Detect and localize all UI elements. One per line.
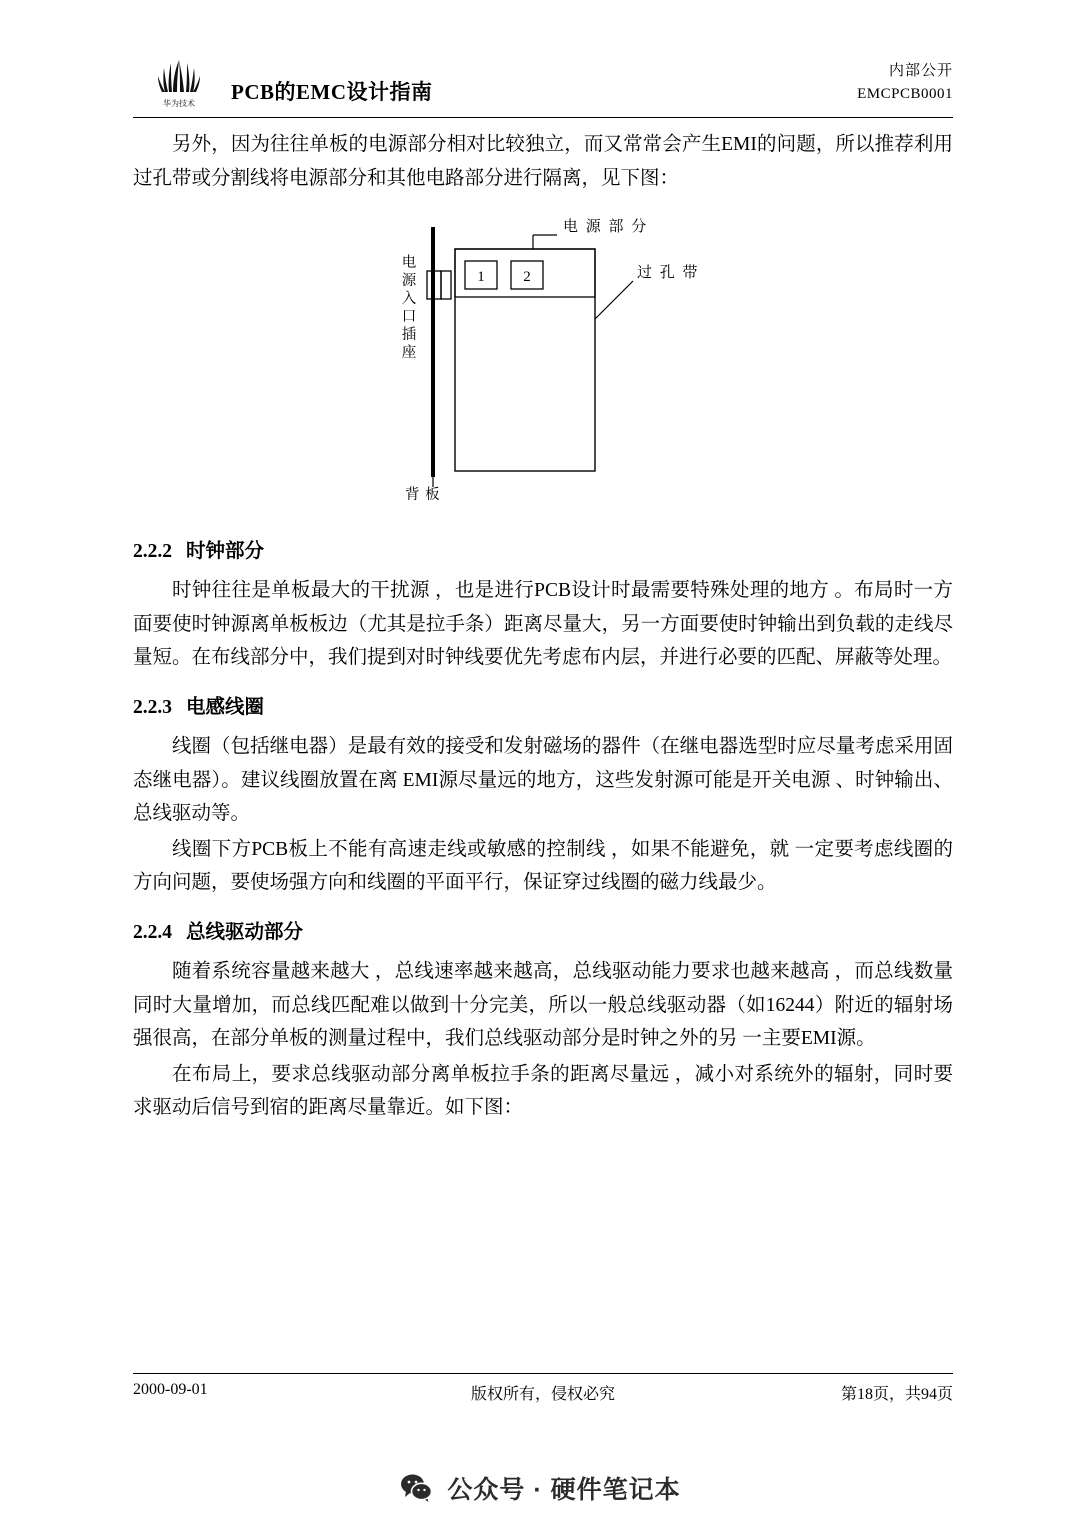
header-meta bbox=[857, 60, 953, 107]
svg-text:入: 入 bbox=[401, 291, 417, 308]
watermark-strip bbox=[0, 1448, 1080, 1528]
section-number-222: 2.2.2 bbox=[133, 541, 172, 563]
classification-label: 内部公开 bbox=[888, 63, 953, 79]
section-224-paragraph-1: 随着系统容量越来越大 ，总线速率越来越高，总线驱动能力要求也越来越高 ，而总线数量同时大量增加，而总线匹配难以做到十分完美，所以一般总线驱动器（如16244）附近的辐射场强很高，在部分单板的测量过程中，我们总线驱动部分是时钟之外的另 一主要EMI源。 bbox=[133, 961, 953, 1050]
wechat-official-account-icon bbox=[399, 1471, 433, 1505]
svg-text:背 板: 背 板 bbox=[405, 487, 441, 504]
section-223-paragraph-2: 线圈下方PCB板上不能有高速走线或敏感的控制线 ，如果不能避免，就 一定要考虑线圈的方向问题，要使场强方向和线圈的平面平行，保证穿过线圈的磁力线最少。 bbox=[133, 838, 953, 894]
section-number-223: 2.2.3 bbox=[133, 696, 172, 718]
section-title-223: 电感线圈 bbox=[186, 696, 265, 718]
svg-text:过 孔 带: 过 孔 带 bbox=[637, 265, 700, 282]
section-heading-223 bbox=[133, 693, 953, 722]
footer-pagination: 第18页，共94页 bbox=[840, 1386, 953, 1403]
section-heading-222 bbox=[133, 537, 953, 566]
svg-text:座: 座 bbox=[401, 345, 417, 362]
document-body bbox=[133, 128, 953, 1127]
footer-copyright: 版权所有，侵权必究 bbox=[470, 1386, 615, 1403]
svg-text:电: 电 bbox=[401, 255, 417, 272]
section-heading-224 bbox=[133, 918, 953, 947]
header-divider bbox=[133, 117, 953, 118]
svg-text:插: 插 bbox=[401, 327, 417, 344]
watermark-text: 公众号 · 硬件笔记本 bbox=[447, 1476, 681, 1504]
intro-paragraph: 另外，因为往往单板的电源部分相对比较独立，而又常常会产生EMI的问题，所以推荐利用过孔带或分割线将电源部分和其他电路部分进行隔离，见下图： bbox=[133, 134, 953, 189]
section-title-224: 总线驱动部分 bbox=[186, 921, 304, 943]
document-title: PCB的EMC设计指南 bbox=[231, 80, 433, 104]
svg-text:2: 2 bbox=[523, 269, 531, 286]
footer-divider bbox=[133, 1373, 953, 1374]
fan-burst-logo-icon bbox=[151, 56, 207, 112]
figure-power-isolation-svg bbox=[133, 209, 953, 519]
svg-text:华为技术: 华为技术 bbox=[163, 99, 195, 108]
section-title-222: 时钟部分 bbox=[186, 541, 265, 563]
svg-text:电 源 部 分: 电 源 部 分 bbox=[563, 219, 649, 236]
svg-text:口: 口 bbox=[401, 309, 417, 326]
document-code: EMCPCB0001 bbox=[857, 86, 953, 103]
svg-text:源: 源 bbox=[401, 273, 417, 290]
figure-power-isolation bbox=[133, 209, 953, 519]
footer-date: 2000-09-01 bbox=[133, 1381, 208, 1398]
page-header bbox=[133, 52, 953, 124]
svg-text:1: 1 bbox=[477, 269, 485, 286]
section-224-paragraph-2: 在布局上，要求总线驱动部分离单板拉手条的距离尽量远 ，减小对系统外的辐射，同时要求驱动后信号到宿的距离尽量靠近。如下图： bbox=[133, 1063, 953, 1119]
section-222-paragraph-1: 时钟往往是单板最大的干扰源 ，也是进行PCB设计时最需要特殊处理的地方 。布局时一方面要使时钟源离单板板边（尤其是拉手条）距离尽量大，另一方面要使时钟输出到负载的走线尽量短。在布线部分中，我们提到对时钟线要优先考虑布内层，并进行必要的匹配、屏蔽等处理。 bbox=[133, 580, 953, 669]
section-223-paragraph-1: 线圈（包括继电器）是最有效的接受和发射磁场的器件（在继电器选型时应尽量考虑采用固态继电器）。建议线圈放置在离 EMI源尽量远的地方，这些发射源可能是开关电源 、时钟输出、总线驱动等。 bbox=[133, 736, 953, 825]
section-number-224: 2.2.4 bbox=[133, 921, 172, 943]
